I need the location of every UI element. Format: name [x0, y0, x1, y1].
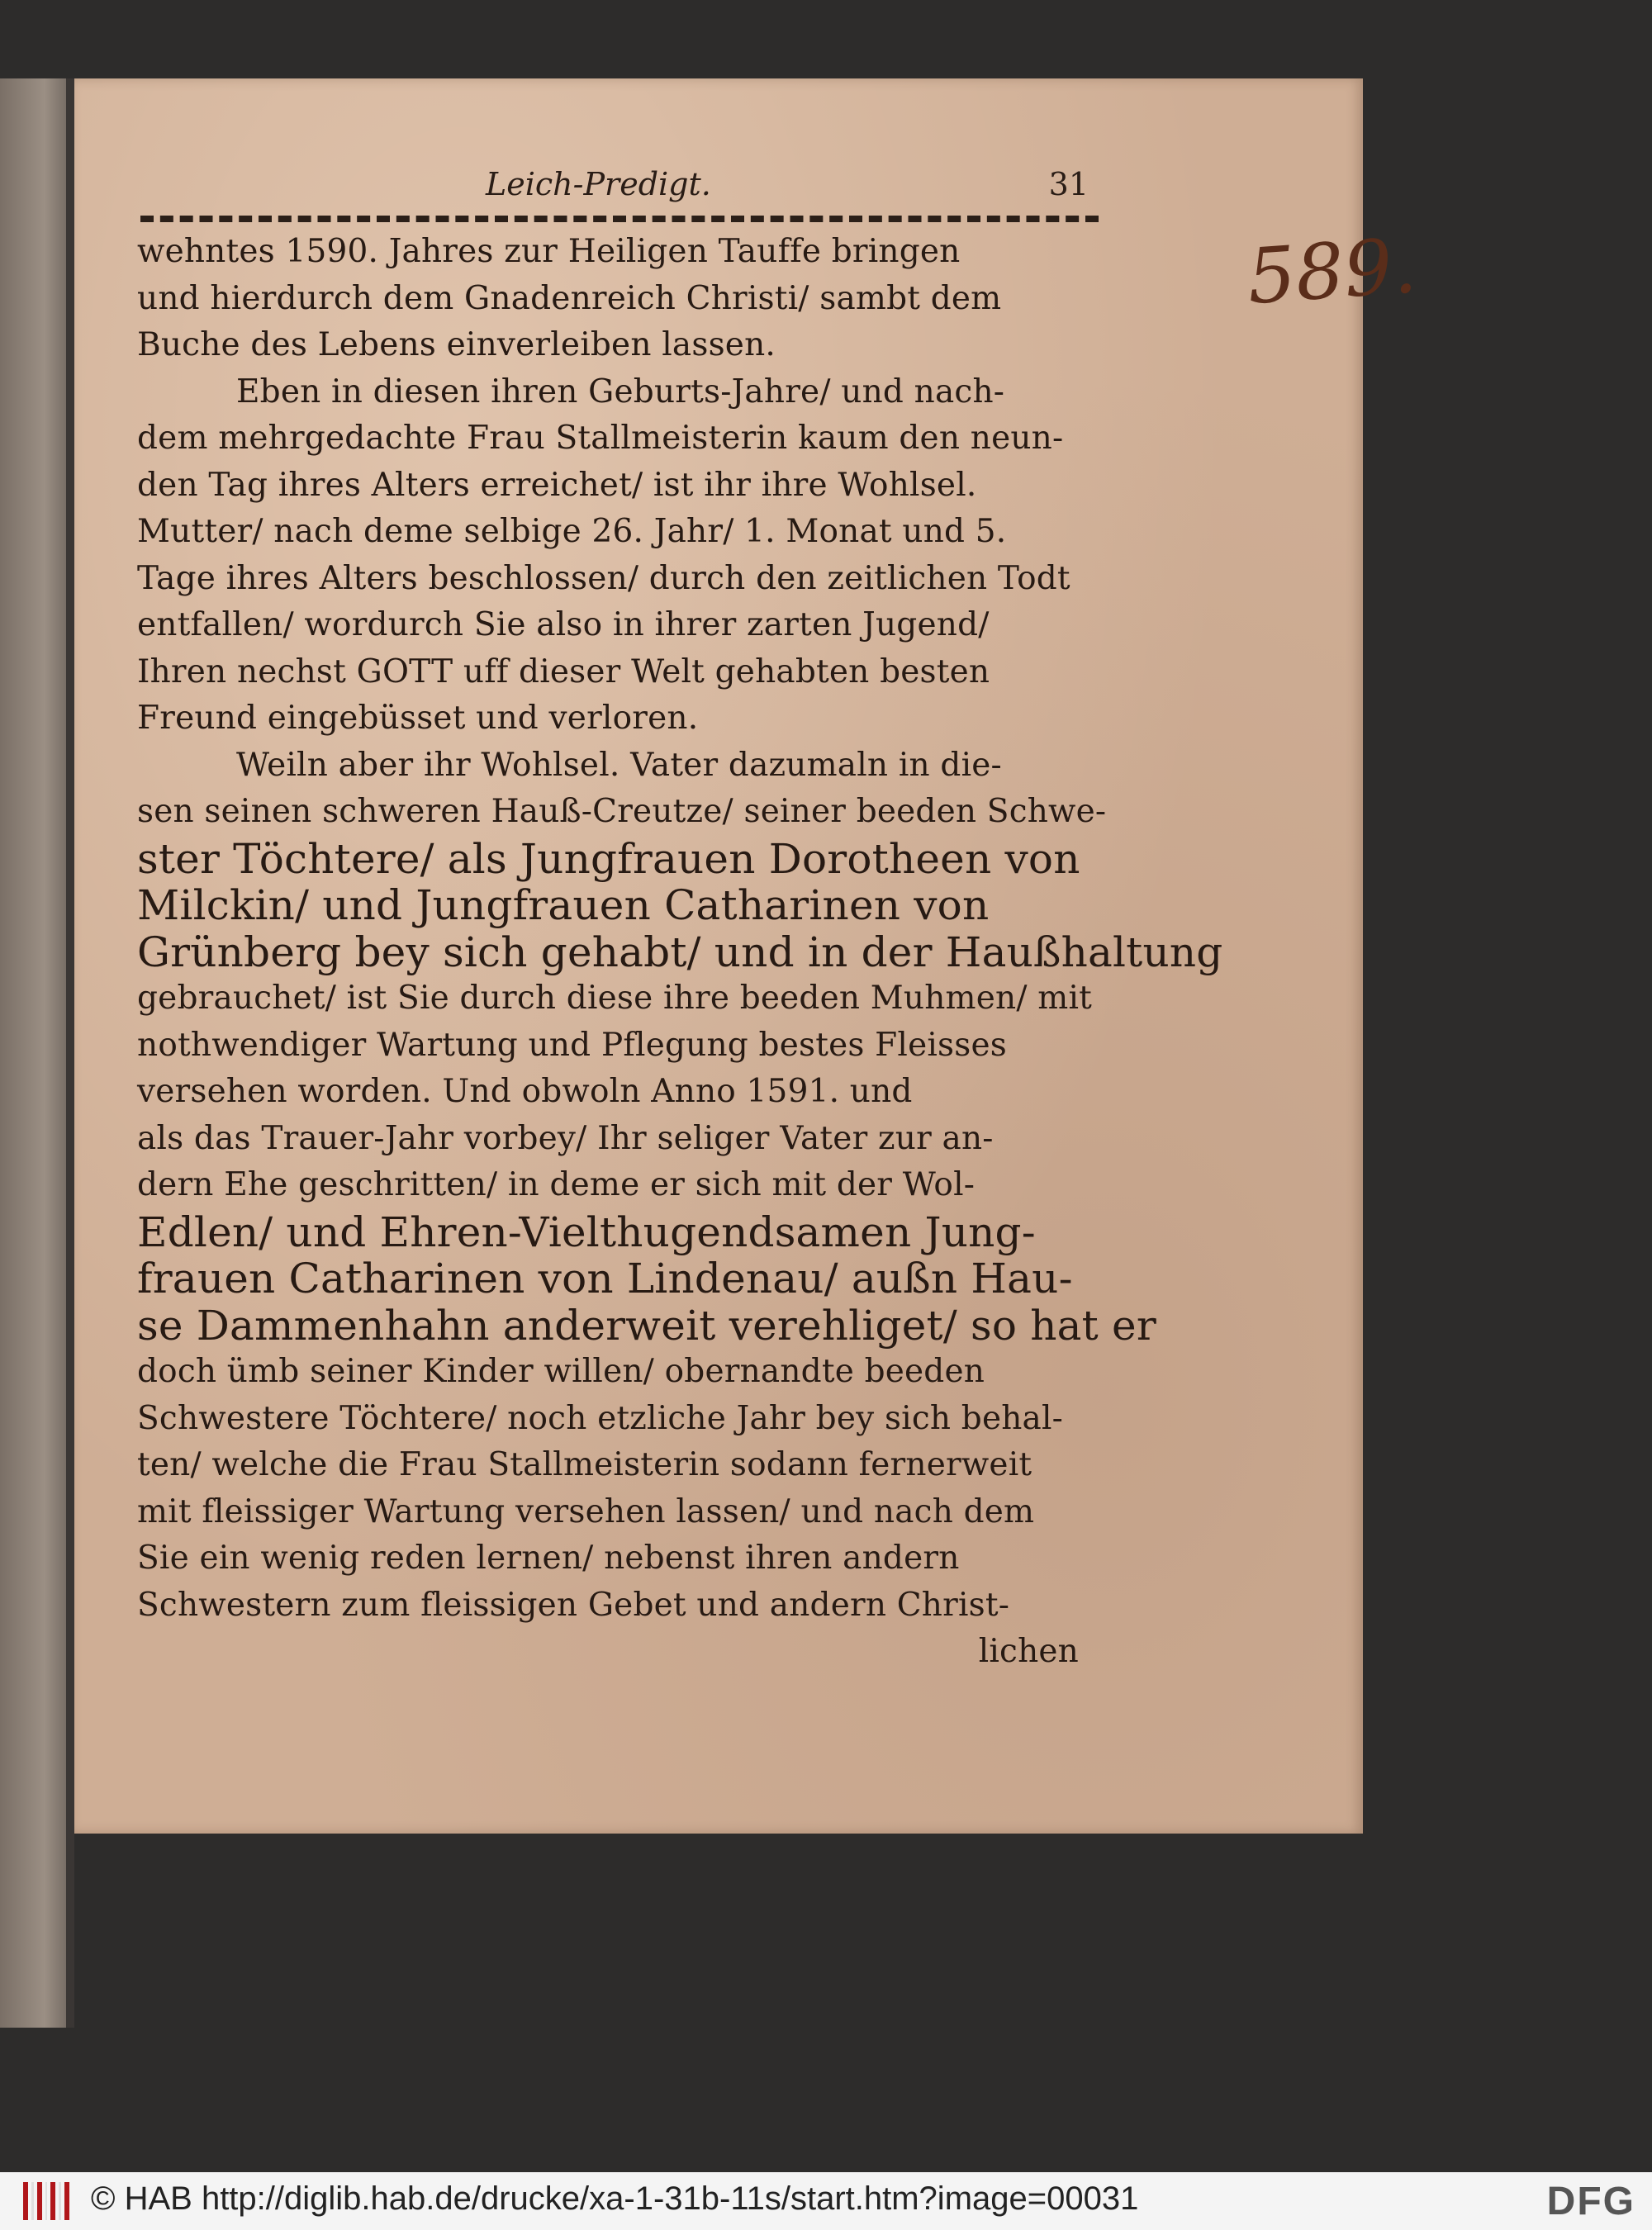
- running-head: Leich-Predigt.: [486, 166, 711, 202]
- footer-credit-link[interactable]: © HAB http://diglib.hab.de/drucke/xa-1-31b-11s/start.htm?image=00031: [91, 2180, 1139, 2217]
- text-line: als das Trauer-Jahr vorbey/ Ihr seliger Vater zur an-: [137, 1119, 994, 1157]
- text-line: frauen Catharinen von Lindenau/ außn Hau-: [137, 1255, 1073, 1302]
- text-line: Tage ihres Alters beschlossen/ durch den zeitlichen Todt: [137, 559, 1070, 597]
- hab-logo-icon: [23, 2182, 69, 2220]
- text-line: nothwendiger Wartung und Pflegung bestes Fleisses: [137, 1026, 1007, 1064]
- catchword: lichen: [978, 1633, 1079, 1670]
- text-line: mit fleissiger Wartung versehen lassen/ und nach dem: [137, 1492, 1035, 1530]
- text-line: Mutter/ nach deme selbige 26. Jahr/ 1. Monat und 5.: [137, 513, 1007, 550]
- text-line: dem mehrgedachte Frau Stallmeisterin kaum den neun-: [137, 420, 1064, 457]
- text-line: Edlen/ und Ehren-Vielthugendsamen Jung-: [137, 1208, 1036, 1256]
- text-line: Sie ein wenig reden lernen/ nebenst ihren andern: [137, 1540, 960, 1577]
- text-line: doch ümb seiner Kinder willen/ obernandte beeden: [137, 1353, 985, 1390]
- text-line: und hierdurch dem Gnadenreich Christi/ sambt dem: [137, 279, 1002, 317]
- text-line: Weiln aber ihr Wohlsel. Vater dazumaln in die-: [236, 746, 1002, 784]
- header-rule: [140, 216, 1099, 222]
- text-line: wehntes 1590. Jahres zur Heiligen Tauffe bringen: [137, 233, 961, 270]
- text-line: Ihren nechst GOTT uff dieser Welt gehabten besten: [137, 652, 990, 690]
- text-line: Eben in diesen ihren Geburts-Jahre/ und nach-: [236, 372, 1005, 410]
- text-line: Schwestern zum fleissigen Gebet und andern Christ-: [137, 1586, 1010, 1624]
- body-text: [137, 229, 1223, 1676]
- scanned-page: [74, 78, 1420, 1834]
- book-gutter: [66, 78, 74, 2028]
- text-line: dern Ehe geschritten/ in deme er sich mit der Wol-: [137, 1166, 976, 1203]
- dfg-logo: DFG: [1546, 2180, 1635, 2223]
- text-line: Milckin/ und Jungfrauen Catharinen von: [137, 881, 990, 929]
- text-line: se Dammenhahn anderweit verehliget/ so hat er: [137, 1301, 1156, 1350]
- footer-bar: [0, 2172, 1652, 2230]
- text-line: Freund eingebüsset und verloren.: [137, 700, 699, 737]
- text-line: ster Töchtere/ als Jungfrauen Dorotheen von: [137, 834, 1080, 883]
- text-line: Schwestere Töchtere/ noch etzliche Jahr bey sich behal-: [137, 1399, 1064, 1437]
- text-line: Grünberg bey sich gehabt/ und in der Haußhaltung: [137, 928, 1223, 976]
- text-line: entfallen/ wordurch Sie also in ihrer zarten Jugend/: [137, 606, 990, 643]
- handwritten-annotation: 589.: [1244, 221, 1420, 322]
- text-line: sen seinen schweren Hauß-Creutze/ seiner beeden Schwe-: [137, 793, 1107, 830]
- page-header: [140, 161, 1099, 211]
- page-number: 31: [1048, 166, 1089, 202]
- text-line: Buche des Lebens einverleiben lassen.: [137, 326, 776, 363]
- text-line: gebrauchet/ ist Sie durch diese ihre beeden Muhmen/ mit: [137, 980, 1092, 1017]
- text-line: den Tag ihres Alters erreichet/ ist ihr ihre Wohlsel.: [137, 466, 977, 504]
- text-line: ten/ welche die Frau Stallmeisterin sodann fernerweit: [137, 1446, 1032, 1483]
- facing-page-edge: [0, 78, 74, 2028]
- text-line: versehen worden. Und obwoln Anno 1591. und: [137, 1073, 913, 1110]
